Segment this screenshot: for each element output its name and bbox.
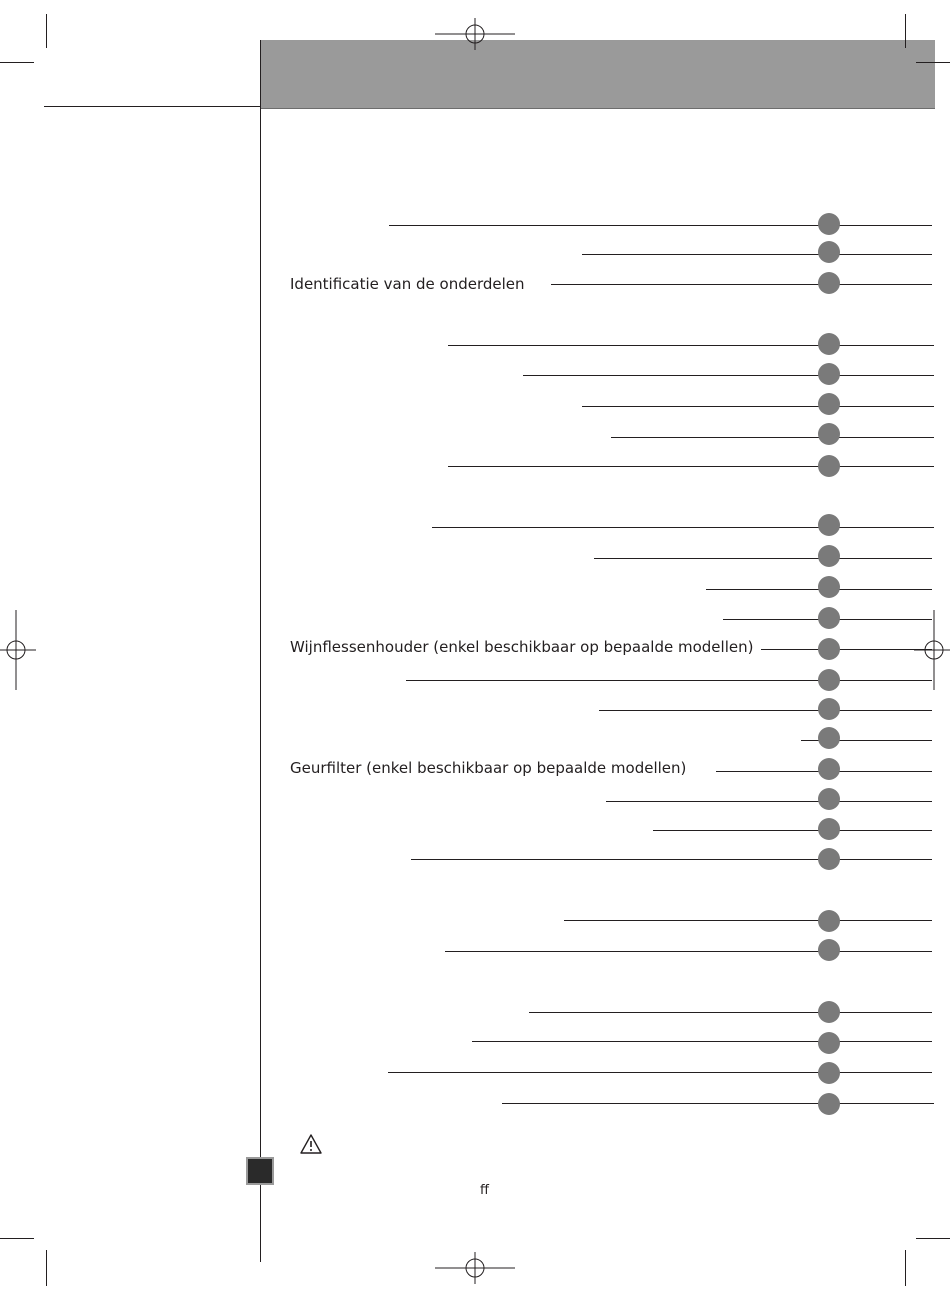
registration-mark-right	[914, 610, 950, 690]
toc-leader	[564, 920, 932, 921]
toc-entry-title[interactable]: Geurfilter (enkel beschikbaar op bepaalde modellen)	[290, 759, 687, 777]
toc-leader	[606, 801, 932, 802]
page-margin-rule	[260, 40, 261, 1262]
toc-page-dot	[818, 363, 840, 385]
toc-page-dot	[818, 669, 840, 691]
crop-mark	[905, 1250, 906, 1286]
toc-leader	[388, 1072, 932, 1073]
crop-mark	[0, 1238, 34, 1239]
toc-page-dot	[818, 758, 840, 780]
toc-page-dot	[818, 272, 840, 294]
warning-triangle-icon	[299, 1133, 323, 1155]
toc-leader	[432, 527, 934, 528]
crop-mark	[916, 1238, 950, 1239]
toc-leader	[411, 859, 932, 860]
toc-page-dot	[818, 1032, 840, 1054]
page-number-box	[246, 1157, 274, 1185]
toc-leader	[582, 406, 934, 407]
header-rule	[44, 106, 260, 107]
toc-page-dot	[818, 607, 840, 629]
toc-entry-title[interactable]: Wijnflessenhouder (enkel beschikbaar op bepaalde modellen)	[290, 638, 754, 656]
toc-page-dot	[818, 514, 840, 536]
footer-text: ff	[480, 1183, 489, 1198]
toc-leader	[611, 437, 934, 438]
toc-page-dot	[818, 848, 840, 870]
toc-page-dot	[818, 788, 840, 810]
registration-mark-bottom	[435, 1252, 515, 1284]
toc-page-dot	[818, 1093, 840, 1115]
toc-leader	[594, 558, 932, 559]
crop-mark	[46, 1250, 47, 1286]
toc-page-dot	[818, 333, 840, 355]
toc-leader	[523, 375, 934, 376]
toc-page-dot	[818, 1001, 840, 1023]
crop-mark	[0, 62, 34, 63]
toc-page-dot	[818, 455, 840, 477]
toc-page-dot	[818, 393, 840, 415]
toc-page-dot	[818, 241, 840, 263]
crop-mark	[905, 14, 906, 48]
header-band	[260, 40, 935, 109]
toc-leader	[472, 1041, 932, 1042]
toc-page-dot	[818, 213, 840, 235]
toc-page-dot	[818, 545, 840, 567]
toc-page-dot	[818, 818, 840, 840]
toc-leader	[502, 1103, 934, 1104]
toc-leader	[582, 254, 932, 255]
registration-mark-top	[435, 18, 515, 50]
toc-leader	[448, 466, 934, 467]
toc-leader	[653, 830, 932, 831]
toc-leader	[406, 680, 932, 681]
toc-page-dot	[818, 1062, 840, 1084]
toc-leader	[599, 710, 932, 711]
toc-leader	[761, 649, 932, 650]
toc-page-dot	[818, 727, 840, 749]
toc-entry-title[interactable]: Identificatie van de onderdelen	[290, 275, 525, 293]
toc-page-dot	[818, 910, 840, 932]
registration-mark-left	[0, 610, 36, 690]
toc-page-dot	[818, 638, 840, 660]
toc-page-dot	[818, 698, 840, 720]
crop-mark	[916, 62, 950, 63]
crop-mark	[46, 14, 47, 48]
toc-page-dot	[818, 939, 840, 961]
toc-leader	[529, 1012, 932, 1013]
toc-page-dot	[818, 423, 840, 445]
toc-leader	[445, 951, 932, 952]
toc-leader	[389, 225, 932, 226]
toc-page-dot	[818, 576, 840, 598]
toc-leader	[448, 345, 934, 346]
toc-leader	[551, 284, 932, 285]
